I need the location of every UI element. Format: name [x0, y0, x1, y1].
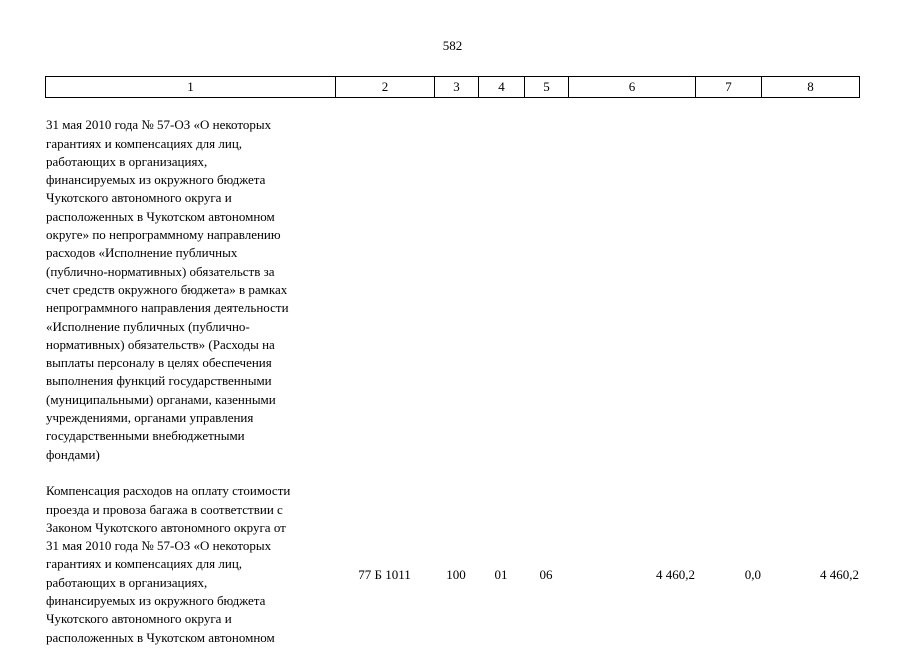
page-number: 582 — [442, 38, 463, 53]
column-header-3: 3 — [435, 77, 479, 98]
cell-amount-7: 0,0 — [744, 567, 761, 582]
column-header-5: 5 — [525, 77, 569, 98]
cell-expense-type: 100 — [446, 567, 466, 582]
table-row — [45, 566, 859, 584]
column-header-2: 2 — [336, 77, 435, 98]
cell-subsection: 06 — [539, 567, 553, 582]
column-header-4: 4 — [479, 77, 525, 98]
column-header-6: 6 — [569, 77, 696, 98]
column-header-1: 1 — [46, 77, 336, 98]
description-text-2: Компенсация расходов на оплату стоимости проезда и провоза багажа в соответствии с Законом Чукотского автономного округа от 31 мая 2010 года № 57-ОЗ «О некоторых гарантиях и компенсациях для лиц, работающих в организациях, финансируемых из окружного бюджета Чукотского автономного округа и расположенных в Чукотском автономном — [46, 483, 291, 645]
cell-amount-8: 4 460,2 — [820, 567, 859, 582]
cell-target-code: 77 Б 1011 — [358, 567, 411, 582]
description-text-1: 31 мая 2010 года № 57-ОЗ «О некоторых гарантиях и компенсациях для лиц, работающих в организациях, финансируемых из окружного бюджета Чукотского автономного округа и расположенных в Чукотском автономном округе» по непрограммному направлению расходов «Исполнение публичных (публично-нормативных) обязательств за счет средств окружного бюджета» в рамках непрограммного направления деятельности «Исполнение публичных (публично- нормативных) обязательств» (Расходы на выплаты персоналу в целях обеспечения выполнения функций государственными (муниципальными) органами, казенными учреждениями, органами управления государственными внебюджетными фондами) — [46, 117, 289, 462]
column-header-8: 8 — [762, 77, 860, 98]
column-header-table — [45, 76, 860, 98]
cell-section: 01 — [494, 567, 508, 582]
cell-amount-6: 4 460,2 — [656, 567, 695, 582]
column-header-row — [46, 77, 860, 98]
column-header-7: 7 — [696, 77, 762, 98]
